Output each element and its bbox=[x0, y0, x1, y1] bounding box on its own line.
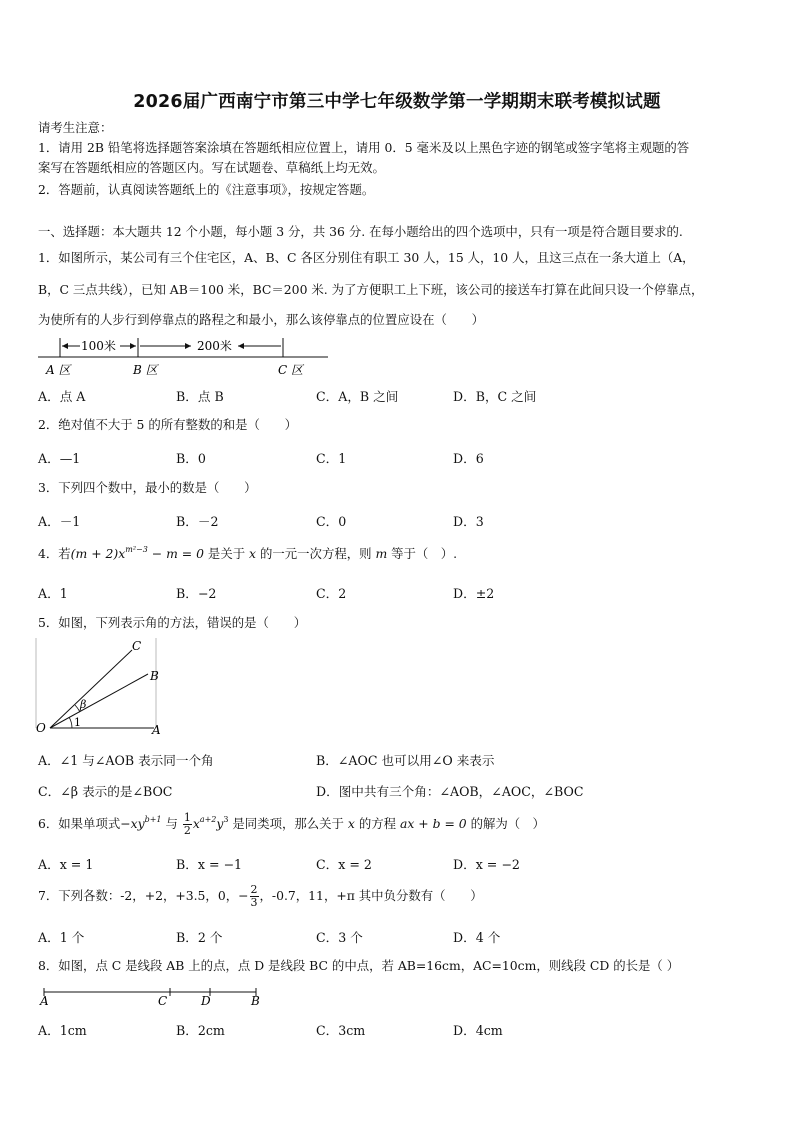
q4-stem: 4．若$(m + 2)x^{m^2-3} - m = 0$ 是关于 x 的一元一次方程，则 m 等于（ ）. bbox=[38, 545, 458, 561]
q6-option-b[interactable]: B．x = −1 bbox=[176, 857, 243, 872]
q6-option-d[interactable]: D．x = −2 bbox=[453, 857, 520, 872]
q4-option-d[interactable]: D．±2 bbox=[453, 586, 495, 601]
q5-option-c[interactable]: C．∠β 表示的是∠BOC bbox=[38, 784, 173, 799]
q5-label-b: B bbox=[150, 669, 159, 683]
q7-option-b[interactable]: B．2 个 bbox=[176, 930, 223, 945]
q5-label-o: O bbox=[36, 721, 46, 735]
q5-option-d[interactable]: D．图中共有三个角：∠AOB，∠AOC，∠BOC bbox=[316, 784, 584, 799]
q5-label-a: A bbox=[152, 723, 161, 737]
q1-stem-line3: 为使所有的人步行到停靠点的路程之和最小，那么该停靠点的位置应设在（ ） bbox=[38, 312, 485, 327]
q1-label-a: A 区 bbox=[46, 363, 71, 377]
q3-option-c[interactable]: C．0 bbox=[316, 514, 347, 529]
q3-option-b[interactable]: B．－2 bbox=[176, 514, 219, 529]
q7-option-a[interactable]: A．1 个 bbox=[38, 930, 85, 945]
page-title: 2026届广西南宁市第三中学七年级数学第一学期期末联考模拟试题 bbox=[133, 92, 661, 112]
q1-label-c: C 区 bbox=[278, 363, 303, 377]
q1-label-bc: 200米 bbox=[197, 339, 232, 353]
q5-stem: 5．如图，下列表示角的方法，错误的是（ ） bbox=[38, 615, 307, 630]
q4-option-b[interactable]: B．−2 bbox=[176, 586, 217, 601]
q5-label-c: C bbox=[132, 639, 142, 653]
q4-option-a[interactable]: A．1 bbox=[38, 586, 68, 601]
q5-option-b[interactable]: B．∠AOC 也可以用∠O 来表示 bbox=[316, 753, 495, 768]
q5-label-beta: β bbox=[80, 698, 87, 711]
notice-item-1-cont: 案写在答题纸相应的答题区内。写在试题卷、草稿纸上均无效。 bbox=[38, 160, 385, 175]
q3-stem: 3．下列四个数中，最小的数是（ ） bbox=[38, 480, 257, 495]
q1-label-ab: 100米 bbox=[81, 339, 116, 353]
q6-stem: 6．如果单项式$-xy^{b+1}$ 与 $\frac{1}{2}$ $x^{a+2}y^3$ 是同类项，那么关于 x 的方程 ax + b = 0 的解为（ ） bbox=[38, 811, 545, 837]
q3-option-a[interactable]: A．－1 bbox=[38, 514, 81, 529]
notice-heading: 请考生注意： bbox=[38, 120, 113, 135]
q2-option-d[interactable]: D．6 bbox=[453, 451, 484, 466]
q6-option-c[interactable]: C．x = 2 bbox=[316, 857, 372, 872]
notice-item-2: 2．答题前，认真阅读答题纸上的《注意事项》，按规定答题。 bbox=[38, 182, 375, 197]
q7-option-c[interactable]: C．3 个 bbox=[316, 930, 363, 945]
q1-figure-road bbox=[36, 334, 336, 380]
q3-option-d[interactable]: D．3 bbox=[453, 514, 484, 529]
q1-stem-line2: B，C 三点共线），已知 AB＝100 米，BC＝200 米. 为了方便职工上下班，该公司的接送车打算在此间只设一个停靠点， bbox=[38, 282, 704, 297]
q2-stem: 2．绝对值不大于 5 的所有整数的和是（ ） bbox=[38, 417, 298, 432]
q4-option-c[interactable]: C．2 bbox=[316, 586, 347, 601]
q8-option-c[interactable]: C．3cm bbox=[316, 1023, 366, 1038]
q1-option-d[interactable]: D．B，C 之间 bbox=[453, 389, 537, 404]
q6-option-a[interactable]: A．x = 1 bbox=[38, 857, 94, 872]
q8-label-d: D bbox=[201, 994, 211, 1008]
q1-option-b[interactable]: B．点 B bbox=[176, 389, 224, 404]
q8-label-b: B bbox=[251, 994, 260, 1008]
q1-label-b: B 区 bbox=[133, 363, 158, 377]
q5-figure-angles bbox=[34, 636, 169, 740]
q7-stem: 7．下列各数：-2，+2，+3.5，0，− $\frac{2}{3}$ ，-0.7，11，+π 其中负分数有（ ） bbox=[38, 883, 483, 909]
q8-stem: 8．如图，点 C 是线段 AB 上的点，点 D 是线段 BC 的中点，若 AB=16cm，AC=10cm，则线段 CD 的长是（ ） bbox=[38, 958, 680, 973]
q8-figure-segment bbox=[36, 982, 266, 1008]
q8-option-a[interactable]: A．1cm bbox=[38, 1023, 87, 1038]
q8-option-d[interactable]: D．4cm bbox=[453, 1023, 503, 1038]
q2-option-a[interactable]: A．—1 bbox=[38, 451, 81, 466]
q8-label-c: C bbox=[158, 994, 168, 1008]
q1-stem-line1: 1．如图所示，某公司有三个住宅区，A、B、C 各区分别住有职工 30 人，15 人，10 人，且这三点在一条大道上（A， bbox=[38, 250, 695, 265]
q7-option-d[interactable]: D．4 个 bbox=[453, 930, 501, 945]
q1-option-c[interactable]: C．A，B 之间 bbox=[316, 389, 399, 404]
q5-label-one: 1 bbox=[74, 716, 81, 729]
section-heading: 一、选择题：本大题共 12 个小题，每小题 3 分，共 36 分. 在每小题给出的四个选项中，只有一项是符合题目要求的. bbox=[38, 224, 683, 239]
q8-label-a: A bbox=[40, 994, 49, 1008]
q2-option-b[interactable]: B．0 bbox=[176, 451, 206, 466]
q2-option-c[interactable]: C．1 bbox=[316, 451, 347, 466]
q1-option-a[interactable]: A．点 A bbox=[38, 389, 86, 404]
q5-option-a[interactable]: A．∠1 与∠AOB 表示同一个角 bbox=[38, 753, 214, 768]
notice-item-1: 1．请用 2B 铅笔将选择题答案涂填在答题纸相应位置上，请用 0．5 毫米及以上黑色字迹的钢笔或签字笔将主观题的答 bbox=[38, 140, 690, 155]
q8-option-b[interactable]: B．2cm bbox=[176, 1023, 225, 1038]
